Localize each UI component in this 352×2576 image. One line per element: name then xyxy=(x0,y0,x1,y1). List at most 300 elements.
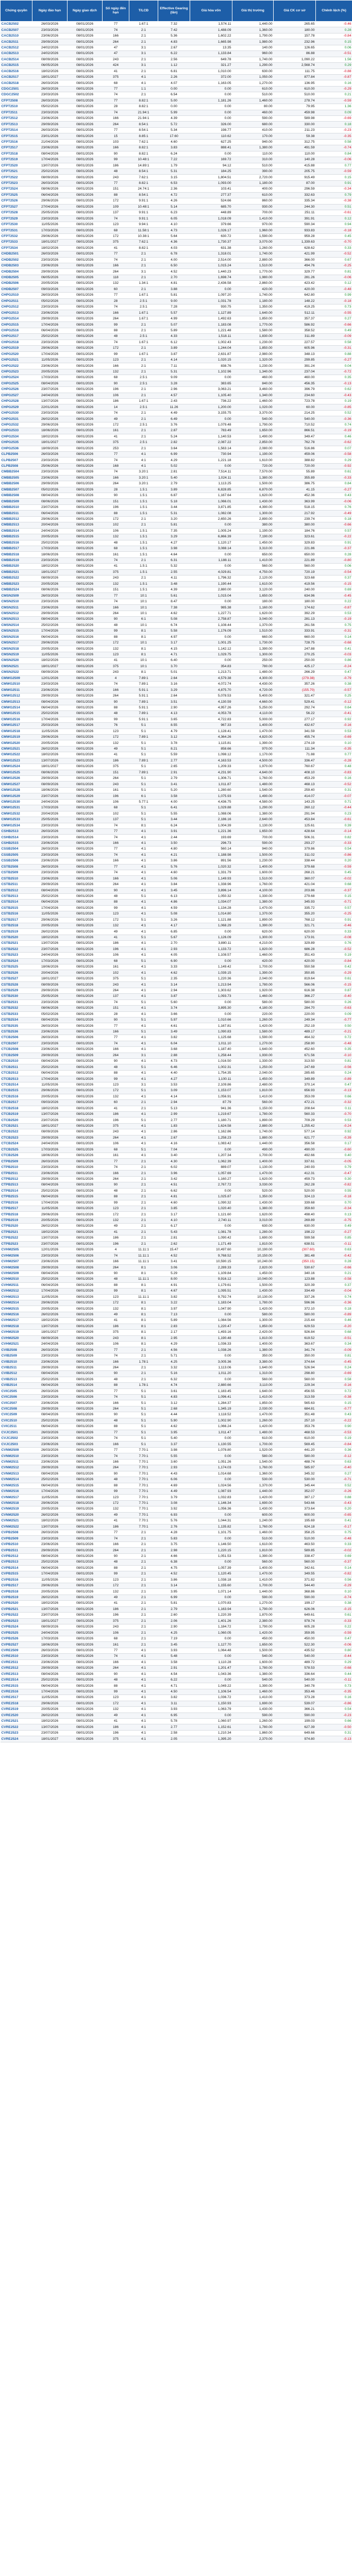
table-row xyxy=(1,670,352,675)
table-row xyxy=(1,163,352,168)
col-conversion-ratio-cell: 10:1 xyxy=(129,658,158,664)
col-conversion-ratio-cell: 4:1 xyxy=(129,911,158,917)
col-days-to-maturity-cell: 74 xyxy=(103,852,129,858)
col-trade-date-cell: 08/01/2026 xyxy=(68,1241,103,1247)
col-conversion-ratio-cell: 4:1 xyxy=(129,852,158,858)
col-warrant-code-cell: CACB2510 xyxy=(1,33,32,39)
col-breakeven-price-cell: 685.70 xyxy=(190,204,232,210)
col-conversion-ratio-cell: 2:1 xyxy=(129,1224,158,1229)
col-conversion-ratio-cell: 10:1 xyxy=(129,611,158,616)
col-difference-pct-cell: -0.63 xyxy=(316,1006,352,1011)
col-difference-pct-cell: -0.62 xyxy=(316,440,352,446)
col-effective-gearing-header: Effective Gearing (lần) xyxy=(158,1,190,22)
col-trade-date-cell: 08/01/2026 xyxy=(68,1047,103,1053)
col-market-price-cell: 1,540.00 xyxy=(232,1459,274,1465)
col-warrant-code-cell: CVPB2509 xyxy=(1,1536,32,1541)
col-trade-date-cell: 08/01/2026 xyxy=(68,581,103,587)
table-row xyxy=(1,699,352,705)
col-breakeven-price-cell: 1,563.14 xyxy=(190,446,232,451)
col-market-price-cell: 2,860.00 xyxy=(232,281,274,286)
col-warrant-code-cell: CTPB2519 xyxy=(1,1217,32,1223)
col-underlying-price-cell: 610.00 xyxy=(274,86,316,92)
col-difference-pct-cell: 0.09 xyxy=(316,1011,352,1017)
col-maturity-date-cell: 09/03/2026 xyxy=(32,286,68,292)
col-trade-date-cell: 08/01/2026 xyxy=(68,599,103,604)
col-days-to-maturity-cell: 132 xyxy=(103,740,129,746)
col-breakeven-price-cell: 1,036.72 xyxy=(190,1695,232,1701)
col-effective-gearing-cell: 6.23 xyxy=(158,210,190,216)
table-row xyxy=(1,1053,352,1058)
col-breakeven-price-cell: 4,579.38 xyxy=(190,675,232,681)
col-conversion-ratio-cell: 2:1 xyxy=(129,69,158,74)
col-market-price-cell: 2,120.00 xyxy=(232,575,274,581)
table-row xyxy=(1,1335,352,1341)
col-maturity-date-cell: 18/02/2026 xyxy=(32,1318,68,1324)
col-underlying-price-cell: 710.52 xyxy=(274,422,316,428)
col-underlying-price-cell: 291.94 xyxy=(274,811,316,817)
col-maturity-date-cell: 23/06/2026 xyxy=(32,605,68,611)
col-effective-gearing-cell: 3.22 xyxy=(158,1300,190,1306)
col-maturity-date-cell: 26/02/2026 xyxy=(32,1512,68,1518)
col-market-price-cell: 540.00 xyxy=(232,1654,274,1659)
col-conversion-ratio-cell: 2:1 xyxy=(129,446,158,451)
col-days-to-maturity-cell: 41 xyxy=(103,1719,129,1724)
col-days-to-maturity-cell: 264 xyxy=(103,481,129,487)
col-maturity-date-cell: 08/09/2026 xyxy=(32,1624,68,1630)
col-market-price-cell: 1,760.00 xyxy=(232,1524,274,1530)
col-conversion-ratio-cell: 5:1 xyxy=(129,1418,158,1423)
col-effective-gearing-cell: 2.90 xyxy=(158,1624,190,1630)
header-row xyxy=(1,1,352,22)
col-effective-gearing-cell: 4.59 xyxy=(158,905,190,911)
col-days-to-maturity-cell: 264 xyxy=(103,39,129,45)
col-underlying-price-cell: 329.89 xyxy=(274,941,316,946)
col-effective-gearing-cell: 4.83 xyxy=(158,1394,190,1400)
col-warrant-code-cell: CMBB2508 xyxy=(1,493,32,499)
col-days-to-maturity-cell: 196 xyxy=(103,946,129,952)
col-market-price-cell: 140.00 xyxy=(232,45,274,50)
col-effective-gearing-cell: 4.61 xyxy=(158,1023,190,1029)
col-maturity-date-cell: 13/07/2026 xyxy=(32,399,68,404)
col-conversion-ratio-cell: 2:1 xyxy=(129,1565,158,1571)
table-row xyxy=(1,180,352,186)
col-days-to-maturity-cell: 77 xyxy=(103,98,129,104)
col-difference-pct-cell: 0.28 xyxy=(316,27,352,33)
col-conversion-ratio-cell: 2:1 xyxy=(129,1636,158,1641)
col-market-price-cell: 2,380.00 xyxy=(232,1618,274,1624)
col-difference-pct-cell: -0.19 xyxy=(316,617,352,622)
table-row xyxy=(1,1730,352,1736)
col-conversion-ratio-cell: 7.89:1 xyxy=(129,682,158,687)
col-underlying-price-cell: 195.69 xyxy=(274,1518,316,1524)
col-breakeven-price-cell: 1,128.41 xyxy=(190,728,232,734)
col-difference-pct-cell: -0.03 xyxy=(316,652,352,657)
col-market-price-cell: 1,650.00 xyxy=(232,428,274,434)
table-row xyxy=(1,1724,352,1730)
col-trade-date-cell: 08/01/2026 xyxy=(68,1265,103,1270)
col-breakeven-price-cell: 1,190.48 xyxy=(190,1335,232,1341)
col-breakeven-price-cell: 1,015.04 xyxy=(190,593,232,599)
table-row xyxy=(1,534,352,540)
col-conversion-ratio-cell: 5:1 xyxy=(129,1412,158,1418)
col-underlying-price-cell: 589.85 xyxy=(274,1548,316,1553)
col-market-price-cell: 1,360.00 xyxy=(232,1471,274,1477)
col-warrant-code-cell: CVRE2521 xyxy=(1,1719,32,1724)
col-trade-date-cell: 08/01/2026 xyxy=(68,1082,103,1088)
col-effective-gearing-cell: 3.89 xyxy=(158,346,190,351)
col-conversion-ratio-cell: 4:1 xyxy=(129,1076,158,1082)
col-effective-gearing-cell: 2.94 xyxy=(158,988,190,993)
table-row xyxy=(1,852,352,858)
col-days-to-maturity-cell: 172 xyxy=(103,1583,129,1588)
col-underlying-price-cell: 251.11 xyxy=(274,210,316,216)
col-difference-pct-cell: 0.37 xyxy=(316,575,352,581)
col-maturity-date-cell: 29/09/2026 xyxy=(32,1265,68,1270)
col-maturity-date-cell: 06/04/2026 xyxy=(32,192,68,198)
col-underlying-price-cell: 41.15 xyxy=(274,487,316,493)
col-days-to-maturity-cell: 123 xyxy=(103,728,129,734)
col-underlying-price-cell: 351.43 xyxy=(274,953,316,958)
col-difference-pct-cell: -0.52 xyxy=(316,782,352,787)
col-trade-date-cell: 08/01/2026 xyxy=(68,133,103,139)
col-maturity-date-cell: 23/03/2026 xyxy=(32,457,68,463)
col-days-to-maturity-cell: 424 xyxy=(103,63,129,69)
col-breakeven-price-cell: 560.14 xyxy=(190,846,232,852)
col-effective-gearing-cell: 5.43 xyxy=(158,1229,190,1235)
col-effective-gearing-cell: 3.88 xyxy=(158,286,190,292)
col-maturity-date-cell: 25/02/2026 xyxy=(32,1064,68,1070)
col-effective-gearing-cell: 5.31 xyxy=(158,511,190,516)
col-market-price-cell: 410.00 xyxy=(232,127,274,133)
col-days-to-maturity-cell: 48 xyxy=(103,1188,129,1194)
col-maturity-date-cell: 05/02/2026 xyxy=(32,104,68,110)
col-difference-pct-cell: 0.46 xyxy=(316,434,352,439)
col-breakeven-price-cell: 1,020.15 xyxy=(190,357,232,363)
col-market-price-cell: 1,380.00 xyxy=(232,145,274,151)
col-conversion-ratio-cell: 2:1 xyxy=(129,263,158,268)
col-effective-gearing-cell: 4.30 xyxy=(158,1159,190,1164)
col-effective-gearing-cell: 3.41 xyxy=(158,1259,190,1264)
col-conversion-ratio-cell: 4:1 xyxy=(129,982,158,988)
col-underlying-price-cell: 768.12 xyxy=(274,917,316,923)
col-market-price-cell: 10,040.00 xyxy=(232,1277,274,1282)
col-conversion-ratio-cell: 1.67:1 xyxy=(129,22,158,27)
col-conversion-ratio-cell: 4:1 xyxy=(129,1123,158,1129)
col-breakeven-price-cell: 4,053.78 xyxy=(190,711,232,717)
col-warrant-code-cell: CSTB2528 xyxy=(1,982,32,988)
col-warrant-code-cell: CVPB2516 xyxy=(1,1577,32,1583)
col-maturity-date-cell: 08/04/2026 xyxy=(32,1182,68,1188)
col-difference-pct-cell: -0.87 xyxy=(316,74,352,80)
col-maturity-date-cell: 23/06/2026 xyxy=(32,475,68,481)
col-conversion-ratio-cell: 2:1 xyxy=(129,1159,158,1164)
col-conversion-ratio-cell: 5:1 xyxy=(129,917,158,923)
col-underlying-price-cell: 86.88 xyxy=(274,51,316,57)
col-trade-date-cell: 08/01/2026 xyxy=(68,705,103,710)
col-warrant-code-cell: CVHM2510 xyxy=(1,1277,32,1282)
col-days-to-maturity-cell: 123 xyxy=(103,1695,129,1701)
table-row xyxy=(1,1342,352,1347)
col-underlying-price-cell: 214.25 xyxy=(274,410,316,416)
table-row xyxy=(1,422,352,428)
table-row xyxy=(1,675,352,681)
col-effective-gearing-cell: 3.12 xyxy=(158,1400,190,1406)
col-difference-pct-cell: 0.34 xyxy=(316,1342,352,1347)
col-difference-pct-cell: 0.40 xyxy=(316,1153,352,1159)
col-breakeven-price-cell: 103.41 xyxy=(190,187,232,192)
table-row xyxy=(1,1135,352,1141)
col-underlying-price-cell: 1,255.42 xyxy=(274,1123,316,1129)
col-warrant-code-cell: CTCB2518 xyxy=(1,1106,32,1111)
col-trade-date-cell: 08/01/2026 xyxy=(68,1365,103,1370)
col-warrant-code-cell: CFPT2526 xyxy=(1,198,32,204)
col-conversion-ratio-cell: 8:1 xyxy=(129,1270,158,1276)
col-days-to-maturity-cell: 74 xyxy=(103,304,129,310)
col-underlying-price-cell: 596.96 xyxy=(274,1300,316,1306)
table-row xyxy=(1,782,352,787)
col-difference-pct-cell: -0.84 xyxy=(316,33,352,39)
col-maturity-date-cell: 17/03/2026 xyxy=(32,375,68,381)
col-effective-gearing-cell: 5.07 xyxy=(158,322,190,328)
col-warrant-code-cell: CVHM2520 xyxy=(1,1335,32,1341)
col-breakeven-price-cell: 889.07 xyxy=(190,1164,232,1170)
col-conversion-ratio-cell: 2:1 xyxy=(129,1171,158,1176)
col-underlying-price-cell: 490.00 xyxy=(274,1147,316,1153)
col-market-price-cell: 1,880.00 xyxy=(232,1135,274,1141)
col-effective-gearing-cell: 4.72 xyxy=(158,192,190,198)
col-breakeven-price-cell: 0.00 xyxy=(190,1654,232,1659)
col-effective-gearing-cell: 3.74 xyxy=(158,1006,190,1011)
col-maturity-date-cell: 18/06/2026 xyxy=(32,552,68,557)
col-trade-date-cell: 08/01/2026 xyxy=(68,1430,103,1435)
col-difference-pct-cell: -0.27 xyxy=(316,487,352,493)
col-warrant-code-cell: CVIC2506 xyxy=(1,1394,32,1400)
col-effective-gearing-cell: 6.31 xyxy=(158,557,190,563)
col-difference-pct-cell: -0.70 xyxy=(316,240,352,245)
col-effective-gearing-cell: 4.11 xyxy=(158,575,190,581)
col-difference-pct-cell: 0.37 xyxy=(316,1282,352,1288)
col-warrant-code-cell: CMSN2522 xyxy=(1,670,32,675)
col-effective-gearing-cell: 4.73 xyxy=(158,228,190,233)
col-days-to-maturity-cell: 41 xyxy=(103,69,129,74)
col-conversion-ratio-cell: 4:1 xyxy=(129,74,158,80)
table-row xyxy=(1,1194,352,1200)
table-row xyxy=(1,74,352,80)
col-breakeven-price-cell: 448.89 xyxy=(190,210,232,216)
col-days-to-maturity-cell: 166 xyxy=(103,363,129,369)
col-trade-date-cell: 08/01/2026 xyxy=(68,1565,103,1571)
col-conversion-ratio-cell: 2:1 xyxy=(129,1347,158,1353)
col-conversion-ratio-cell: 5:1 xyxy=(129,1424,158,1430)
col-breakeven-price-cell: 4,163.53 xyxy=(190,758,232,764)
col-conversion-ratio-cell: 9.91:1 xyxy=(129,198,158,204)
col-difference-pct-cell: -0.29 xyxy=(316,1583,352,1588)
col-maturity-date-cell: 18/02/2026 xyxy=(32,1719,68,1724)
table-row xyxy=(1,893,352,899)
col-conversion-ratio-cell: 3:1 xyxy=(129,1053,158,1058)
col-conversion-ratio-cell: 2:1 xyxy=(129,357,158,363)
col-market-price-cell: 1,180.00 xyxy=(232,298,274,304)
col-underlying-price-cell: 472.21 xyxy=(274,1100,316,1106)
col-trade-date-cell: 08/01/2026 xyxy=(68,605,103,611)
col-effective-gearing-cell: 2.64 xyxy=(158,675,190,681)
col-market-price-cell: 1,230.00 xyxy=(232,363,274,369)
col-maturity-date-cell: 06/04/2026 xyxy=(32,1194,68,1200)
col-maturity-date-cell: 13/07/2026 xyxy=(32,1724,68,1730)
col-trade-date-cell: 08/01/2026 xyxy=(68,1164,103,1170)
col-trade-date-cell: 08/01/2026 xyxy=(68,1541,103,1547)
col-days-to-maturity-cell: 60 xyxy=(103,1100,129,1106)
col-days-to-maturity-cell: 68 xyxy=(103,958,129,964)
col-days-to-maturity-cell: 137 xyxy=(103,994,129,999)
col-trade-date-cell: 08/01/2026 xyxy=(68,699,103,705)
col-conversion-ratio-cell: 8:1 xyxy=(129,652,158,657)
col-difference-pct-cell: -0.45 xyxy=(316,1359,352,1365)
table-row xyxy=(1,770,352,775)
table-row xyxy=(1,334,352,340)
col-trade-date-cell: 08/01/2026 xyxy=(68,504,103,510)
col-conversion-ratio-cell: 4:1 xyxy=(129,463,158,469)
col-effective-gearing-cell: 6.17 xyxy=(158,1224,190,1229)
col-effective-gearing-cell: 8.21 xyxy=(158,746,190,752)
col-breakeven-price-cell: 0.00 xyxy=(190,1312,232,1317)
col-difference-pct-cell: -0.15 xyxy=(316,982,352,988)
col-trade-date-cell: 08/01/2026 xyxy=(68,475,103,481)
col-underlying-price-cell: 353.76 xyxy=(274,1424,316,1430)
col-effective-gearing-cell: 3.45 xyxy=(158,1642,190,1648)
col-conversion-ratio-cell: 8.54:1 xyxy=(129,122,158,127)
table-row xyxy=(1,51,352,57)
col-market-price-cell: 4,640.00 xyxy=(232,770,274,775)
col-conversion-ratio-cell: 2:1 xyxy=(129,1548,158,1553)
col-difference-pct-cell: -0.42 xyxy=(316,1253,352,1259)
table-row xyxy=(1,204,352,210)
col-underlying-price-cell: 580.00 xyxy=(274,1453,316,1459)
col-maturity-date-cell: 20/05/2026 xyxy=(32,740,68,746)
col-difference-pct-cell: 0.62 xyxy=(316,387,352,393)
col-conversion-ratio-cell: 2:1 xyxy=(129,428,158,434)
col-breakeven-price-cell: 1,018.09 xyxy=(190,216,232,222)
table-row xyxy=(1,1188,352,1194)
col-breakeven-price-cell: 0.00 xyxy=(190,116,232,122)
col-conversion-ratio-cell: 7.89:1 xyxy=(129,758,158,764)
col-effective-gearing-cell: 4.57 xyxy=(158,393,190,398)
col-trade-date-cell: 08/01/2026 xyxy=(68,157,103,163)
col-difference-pct-cell: -0.68 xyxy=(316,640,352,646)
col-warrant-code-cell: CVNM2517 xyxy=(1,1495,32,1500)
col-conversion-ratio-cell: 2:1 xyxy=(129,1530,158,1536)
col-market-price-cell: 1,620.00 xyxy=(232,611,274,616)
col-underlying-price-cell: 373.64 xyxy=(274,1506,316,1512)
col-underlying-price-cell: 605.96 xyxy=(274,346,316,351)
col-underlying-price-cell: 520.00 xyxy=(274,1188,316,1194)
col-trade-date-cell: 08/01/2026 xyxy=(68,935,103,940)
col-underlying-price-cell: 392.29 xyxy=(274,611,316,616)
table-row xyxy=(1,776,352,782)
col-conversion-ratio-cell: 2:1 xyxy=(129,346,158,351)
col-effective-gearing-cell: 2.88 xyxy=(158,1053,190,1058)
col-underlying-price-cell: 510.00 xyxy=(274,1536,316,1541)
col-breakeven-price-cell: 2,758.87 xyxy=(190,617,232,622)
col-warrant-code-header: Chứng quyền xyxy=(1,1,32,22)
col-difference-pct-cell: -0.55 xyxy=(316,310,352,316)
col-market-price-cell: 1,270.00 xyxy=(232,80,274,86)
col-underlying-price-cell: 420.00 xyxy=(274,286,316,292)
col-underlying-price-cell: 428.64 xyxy=(274,828,316,834)
col-effective-gearing-cell: 2.67 xyxy=(158,45,190,50)
col-market-price-cell: 7,570.00 xyxy=(232,469,274,475)
col-difference-pct-cell: 0.41 xyxy=(316,1518,352,1524)
col-trade-date-cell: 08/01/2026 xyxy=(68,1194,103,1200)
col-conversion-ratio-cell: 4:1 xyxy=(129,1135,158,1141)
col-trade-date-cell: 08/01/2026 xyxy=(68,180,103,186)
col-effective-gearing-cell: 5.31 xyxy=(158,369,190,375)
col-breakeven-price-cell: 1,492.63 xyxy=(190,316,232,321)
col-conversion-ratio-cell: 3:1 xyxy=(129,51,158,57)
col-underlying-price-cell: 313.59 xyxy=(274,1394,316,1400)
col-maturity-date-cell: 25/02/2026 xyxy=(32,1477,68,1483)
col-effective-gearing-cell: 3.93 xyxy=(158,1707,190,1713)
col-warrant-code-cell: CVHM2516 xyxy=(1,1312,32,1317)
table-row xyxy=(1,870,352,876)
table-row xyxy=(1,228,352,233)
col-breakeven-price-cell: 1,024.56 xyxy=(190,1483,232,1488)
col-maturity-date-cell: 06/04/2026 xyxy=(32,1070,68,1076)
table-row xyxy=(1,110,352,115)
col-trade-date-cell: 08/01/2026 xyxy=(68,1359,103,1365)
col-maturity-date-cell: 23/06/2026 xyxy=(32,1541,68,1547)
table-row xyxy=(1,375,352,381)
col-warrant-code-cell: CTPB2514 xyxy=(1,1188,32,1194)
col-underlying-price-cell: 180.00 xyxy=(274,599,316,604)
col-underlying-price-cell: 550.58 xyxy=(274,964,316,970)
col-maturity-date-cell: 24/04/2026 xyxy=(32,953,68,958)
table-row xyxy=(1,428,352,434)
col-effective-gearing-cell: 5.57 xyxy=(158,310,190,316)
table-row xyxy=(1,923,352,928)
col-days-to-maturity-cell: 74 xyxy=(103,1353,129,1359)
col-underlying-price-cell: 232.96 xyxy=(274,39,316,45)
col-effective-gearing-cell: 5.14 xyxy=(158,204,190,210)
col-conversion-ratio-cell: 2:1 xyxy=(129,1595,158,1600)
col-conversion-ratio-cell: 4:1 xyxy=(129,1736,158,1742)
col-difference-pct-cell: 0.12 xyxy=(316,216,352,222)
col-effective-gearing-cell: 5.83 xyxy=(158,1536,190,1541)
col-breakeven-price-cell: 2,740.11 xyxy=(190,1217,232,1223)
col-difference-pct-cell: -0.06 xyxy=(316,157,352,163)
col-market-price-cell: 1,190.00 xyxy=(232,451,274,457)
col-underlying-price-cell: 353.46 xyxy=(274,1689,316,1694)
col-days-to-maturity-cell: 106 xyxy=(103,528,129,534)
col-difference-pct-cell: 0.99 xyxy=(316,293,352,298)
col-trade-date-cell: 08/01/2026 xyxy=(68,39,103,45)
col-underlying-price-cell: 420.00 xyxy=(274,958,316,964)
col-effective-gearing-cell: 5.08 xyxy=(158,911,190,917)
col-warrant-code-cell: CMSN2520 xyxy=(1,658,32,664)
col-market-price-cell: 1,050.00 xyxy=(232,74,274,80)
col-trade-date-cell: 08/01/2026 xyxy=(68,281,103,286)
col-underlying-price-cell: 459.06 xyxy=(274,451,316,457)
col-underlying-price-cell: 359.95 xyxy=(274,1630,316,1636)
col-difference-pct-cell: -0.59 xyxy=(316,1630,352,1636)
col-warrant-code-cell: CVHM2508 xyxy=(1,1265,32,1270)
col-underlying-price-cell: 386.75 xyxy=(274,481,316,487)
col-maturity-date-cell: 23/03/2026 xyxy=(32,1536,68,1541)
col-conversion-ratio-cell: 4:1 xyxy=(129,946,158,952)
col-maturity-date-cell: 13/07/2026 xyxy=(32,1606,68,1612)
col-warrant-code-cell: CFPT2531 xyxy=(1,228,32,233)
col-warrant-code-cell: CMWG2513 xyxy=(1,699,32,705)
